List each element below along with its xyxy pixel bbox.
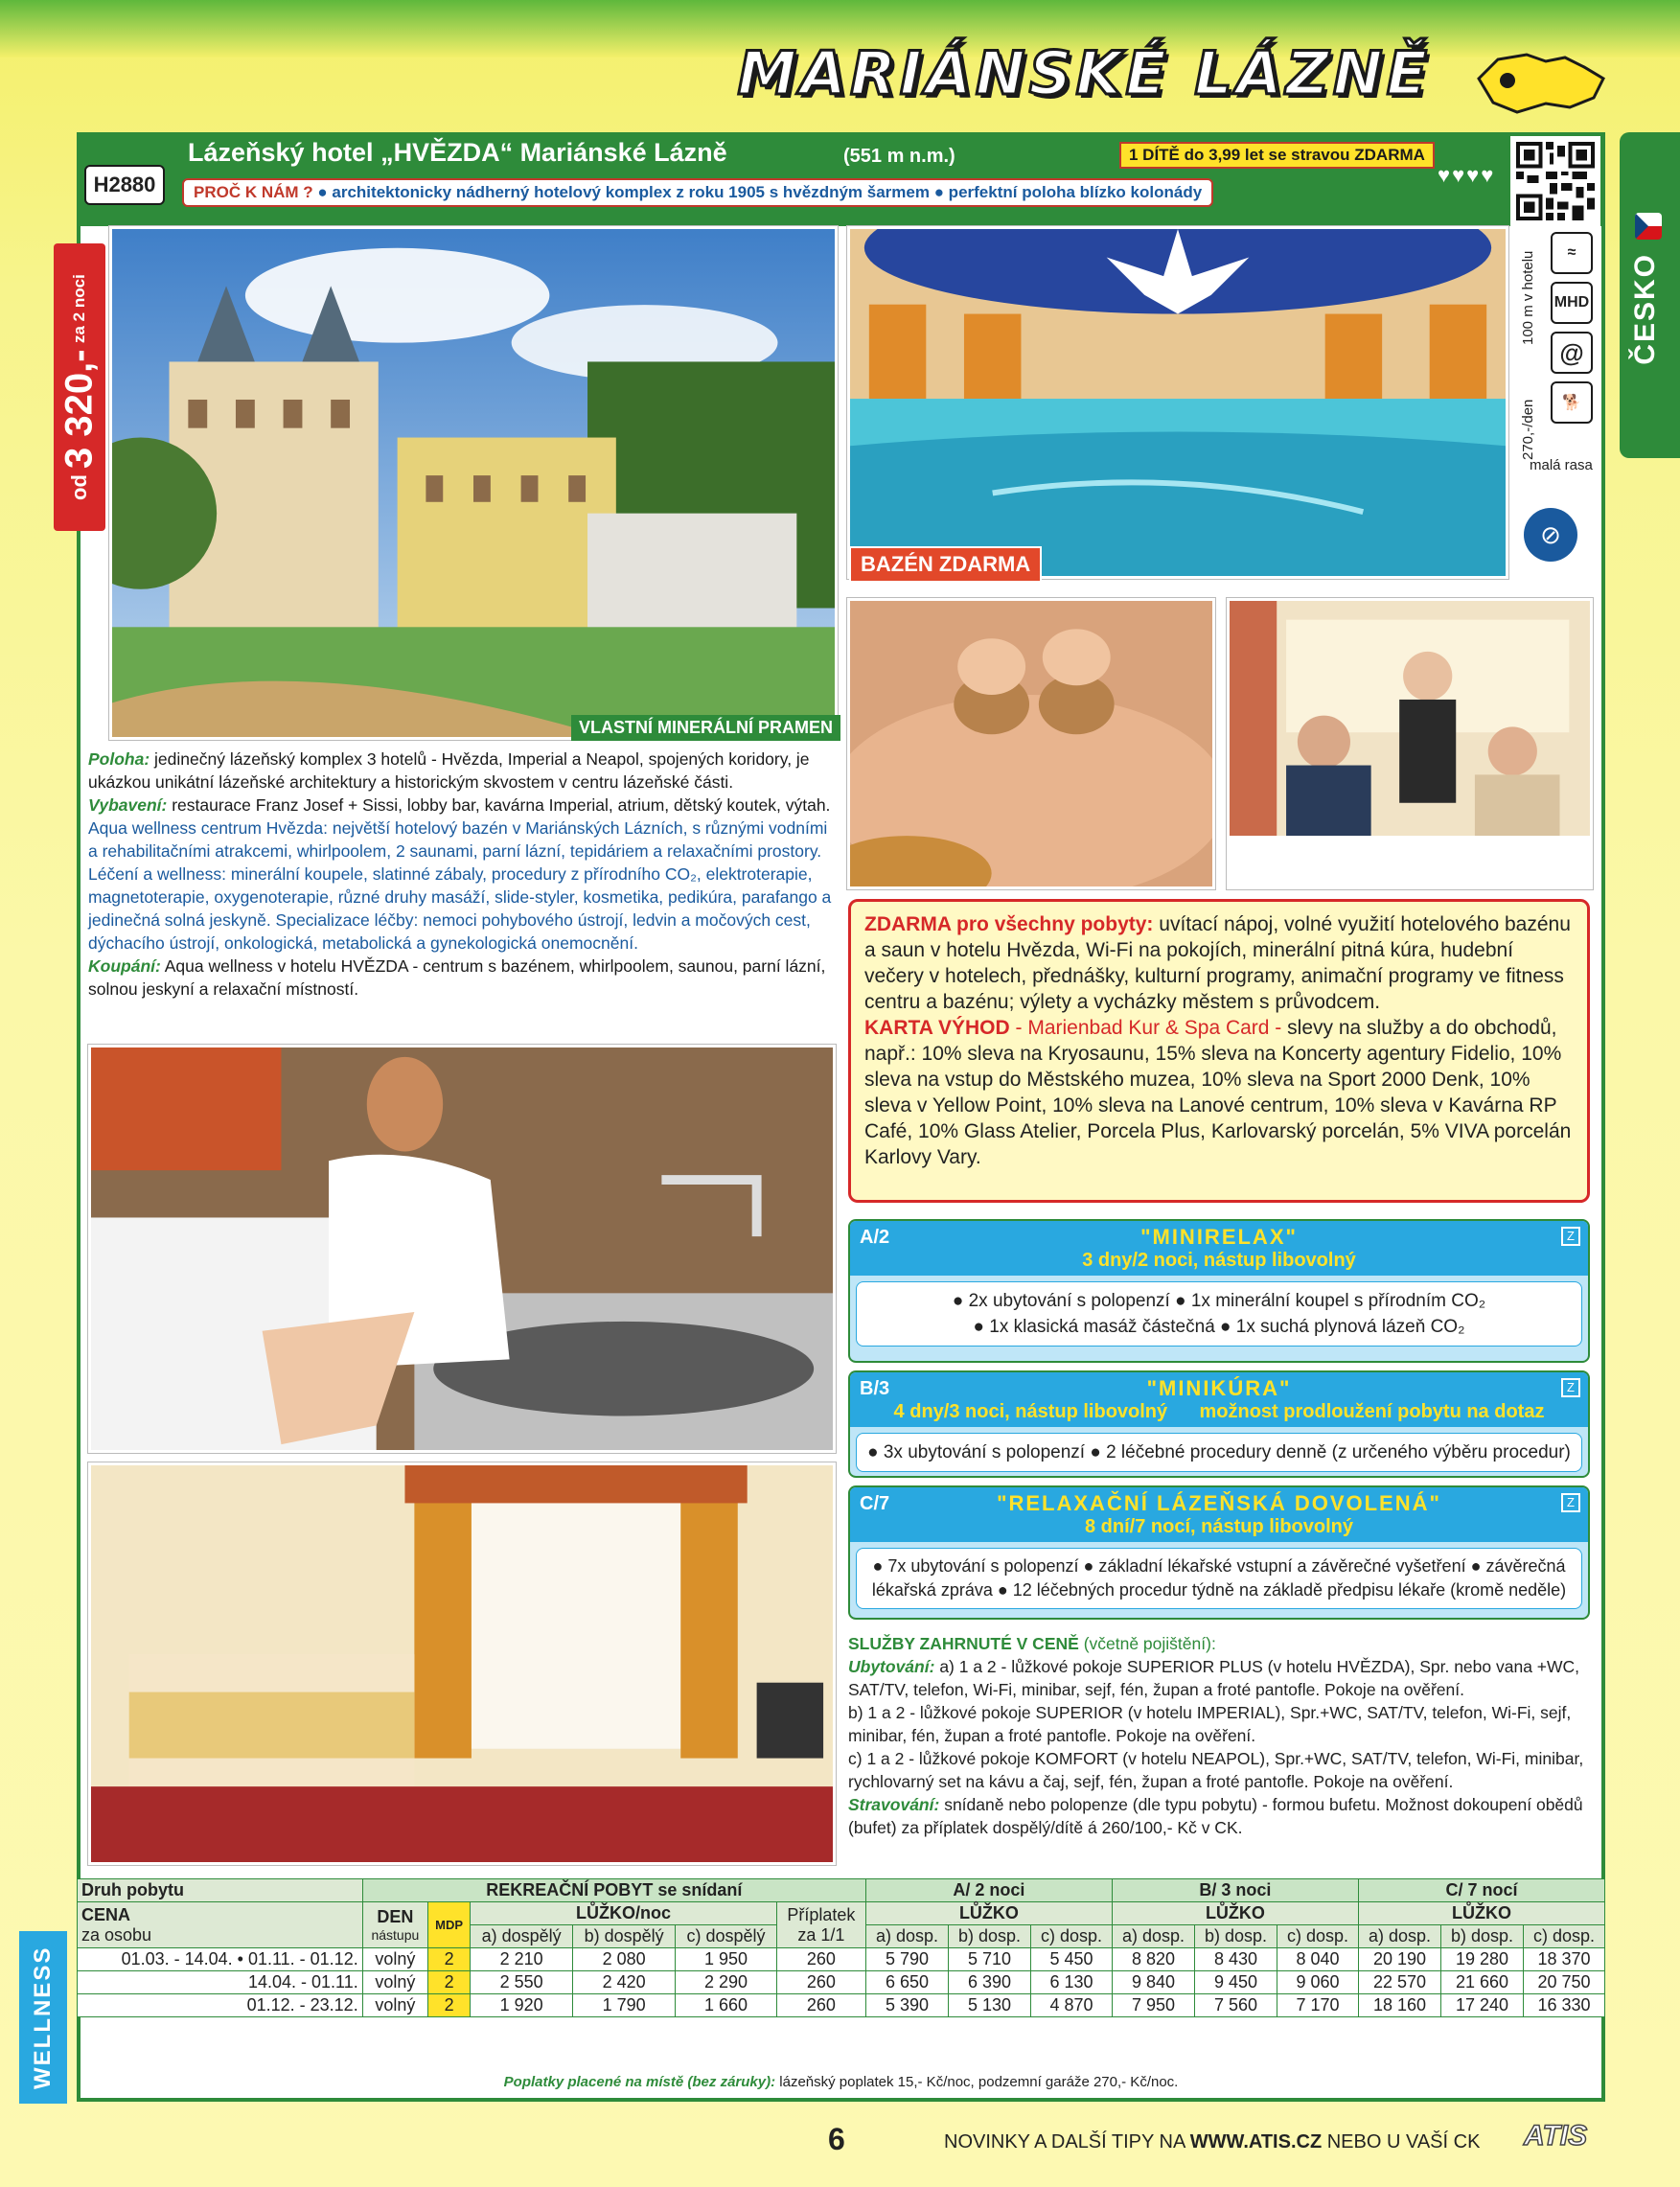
ubytovani-label: Ubytování: [848,1657,935,1676]
col-b: b) dosp. [1441,1925,1524,1948]
distance-info: 100 m v hotelu [1520,250,1536,345]
price-cell: 9 060 [1277,1971,1359,1994]
why-us-text: ● architektonicky nádherný hotelový komplex z roku 1905 s hvězdným šarmem ● perfektní poloha blízko kolonády [317,183,1203,201]
pet-price-info: 270,-/den [1520,399,1536,460]
rating-hearts: ♥♥♥♥ [1438,163,1496,187]
price-cell: 260 [776,1971,865,1994]
col-c7: C/ 7 nocí [1358,1879,1604,1902]
package-duration: 3 dny/2 noci, nástup libovolný [1082,1250,1356,1271]
price-cell: 2 [428,1948,471,1971]
col-luzko: LŮŽKO [1358,1902,1604,1925]
price-cell: 6 390 [949,1971,1031,1994]
card-text: slevy na služby a do obchodů, např.: 10% sleva na Kryosaunu, 15% sleva na Koncerty agentury Fidelio, 10% sleva na vstup do Městského muzea, 10% sleva na Sport 2000 Denk, 10% sleva v Yellow Point, 10% sleva na Lanové centrum, 10% sleva v Kavárna RP Café, 10% Glass Atelier, Porcela Plus, Karlovarský porcelán, 5% VIVA porcelán Karlovy Vary. [864,1017,1572,1168]
services-heading-note: (včetně pojištění): [1083,1634,1216,1653]
package-code: B/3 [860,1378,890,1399]
den-label: DEN [377,1907,414,1926]
price-note: za 2 noci [70,274,88,344]
footer-url[interactable]: WWW.ATIS.CZ [1189,2131,1323,2152]
hotel-description [88,748,836,1001]
price-cell: 2 [428,1971,471,1994]
price-cell: 260 [776,1948,865,1971]
aqua-text: Aqua wellness centrum Hvězda: největší hotelový bazén v Mariánských Lázních, s různými vodními a rehabilitačními atrakcemi, whirlpoolem, 2 saunami, parní lázní, tepidáriem a relaxačními prostory. [88,818,828,861]
col-mdp: MDP [428,1902,471,1948]
dog-icon: 🐕 [1551,381,1593,424]
stravovani-label: Stravování: [848,1795,940,1814]
za11-label: za 1/1 [797,1924,845,1945]
package-code: C/7 [860,1493,890,1514]
price-cell: 9 450 [1195,1971,1277,1994]
package-line: ● 7x ubytování s polopenzí ● základní lékařské vstupní a závěrečné vyšetření ● závěrečná [872,1556,1566,1576]
package-details [856,1548,1582,1609]
package-line: ● 3x ubytování s polopenzí ● 2 léčebné procedury denně (z určeného výběru procedur) [867,1442,1571,1462]
price-row [78,1994,1605,2017]
price-cell: 1 950 [676,1948,777,1971]
col-luzko: LŮŽKO [1112,1902,1358,1925]
price-cell: 5 130 [949,1994,1031,2017]
package-z-badge: Z [1561,1493,1580,1512]
fees-label: Poplatky placené na místě (bez záruky): [503,2074,776,2090]
price-cell: 1 920 [471,1994,573,2017]
leceni-text: Léčení a wellness: minerální koupele, slatinné zábaly, procedury z přírodního CO₂, elektroterapie, magnetoterapie, oxygenoterapie, různé druhy masáží, slide-styler, kosmetika, pedikúra, parafango a jedinečná solná jeskyně. Specializace léčby: nemoci pohybového ústrojí, ledvin a močových cest, dýchacího ústrojí, onkologická, metabolická a gynekologická onemocnění. [88,864,832,953]
price-table [77,1878,1605,2094]
ubytovani-b: b) 1 a 2 - lůžkové pokoje SUPERIOR (v hotelu IMPERIAL), Spr.+WC, SAT/TV, telefon, Wi-Fi, sejf, minibar, fén, župan a froté pantofle. Pokoje na ověření. [848,1703,1572,1745]
package-a2[interactable] [848,1219,1590,1363]
price-cell: 18 160 [1358,1994,1440,2017]
price-cell: 6 130 [1031,1971,1113,1994]
vybaveni-label: Vybavení: [88,795,168,815]
package-header [850,1487,1588,1542]
qr-code[interactable] [1510,136,1600,226]
col-priplatek [776,1902,865,1948]
restaurant-photo [1227,598,1593,889]
price-cell: volný [362,1948,427,1971]
price-row [78,1971,1605,1994]
price-row-date: 01.12. - 23.12. [78,1994,363,2017]
price-cell: 2 550 [471,1971,573,1994]
price-row-date: 01.03. - 14.04. • 01.11. - 01.12. [78,1948,363,1971]
price-cell: 20 750 [1524,1971,1605,1994]
col-c: c) dosp. [1524,1925,1605,1948]
price-cell: 4 870 [1031,1994,1113,2017]
hotel-altitude: (551 m n.m.) [843,146,955,167]
package-header [850,1372,1588,1427]
package-name: "RELAXAČNÍ LÁZEŇSKÁ DOVOLENÁ" [997,1491,1441,1515]
page-title: MARIÁNSKÉ LÁZNĚ [737,38,1431,108]
price-cell: 20 190 [1358,1948,1440,1971]
hotel-exterior-photo [109,226,838,740]
package-line: ● 2x ubytování s polopenzí ● 1x minerální koupel s přírodním CO₂ [952,1291,1486,1311]
bus-icon: MHD [1551,282,1593,324]
price-cell: 7 950 [1112,1994,1194,2017]
col-adult-a: a) dospělý [471,1925,573,1948]
za-osobu-label: za osobu [81,1924,152,1945]
price-cell: 8 040 [1277,1948,1359,1971]
col-b3: B/ 3 noci [1112,1879,1358,1902]
col-druh: Druh pobytu [78,1879,363,1902]
price-cell: 5 790 [865,1948,948,1971]
price-cell: 2 080 [573,1948,676,1971]
price-cell: 9 840 [1112,1971,1194,1994]
price-cell: 16 330 [1524,1994,1605,2017]
footer-post: NEBO U VAŠÍ CK [1326,2131,1481,2152]
price-cell: 7 560 [1195,1994,1277,2017]
spring-caption: VLASTNÍ MINERÁLNÍ PRAMEN [571,715,840,741]
price-cell: 2 [428,1994,471,2017]
package-duration: 8 dní/7 nocí, nástup libovolný [1084,1516,1354,1537]
price-cell: 19 280 [1441,1948,1524,1971]
package-code: A/2 [860,1227,890,1248]
price-cell: 5 450 [1031,1948,1113,1971]
fees-text: lázeňský poplatek 15,- Kč/noc, podzemní garáže 270,- Kč/noc. [779,2074,1179,2090]
col-adult-b: b) dospělý [573,1925,676,1948]
package-z-badge: Z [1561,1227,1580,1246]
price-cell: 5 390 [865,1994,948,2017]
bath-photo [88,1045,836,1453]
price-cell: 22 570 [1358,1971,1440,1994]
col-a: a) dosp. [865,1925,948,1948]
price-badge [54,243,105,531]
col-adult-c: c) dospělý [676,1925,777,1948]
price-cell: 8 430 [1195,1948,1277,1971]
pool-caption: BAZÉN ZDARMA [849,546,1042,583]
price-cell: 260 [776,1994,865,2017]
amenity-icons [1520,232,1597,431]
package-z-badge: Z [1561,1378,1580,1397]
col-a2: A/ 2 noci [865,1879,1112,1902]
czech-map-icon [1469,40,1613,127]
price-cell: 18 370 [1524,1948,1605,1971]
services-heading: SLUŽBY ZAHRNUTÉ V CENĚ [848,1634,1079,1653]
hotel-name: Lázeňský hotel „HVĚZDA“ Mariánské Lázně [188,138,727,167]
price-row [78,1948,1605,1971]
koupani-label: Koupání: [88,956,161,976]
country-label: ČESKO [1629,253,1661,365]
czech-flag-icon [1635,213,1662,240]
price-cell: 8 820 [1112,1948,1194,1971]
footer-text [944,2131,1480,2153]
package-c7[interactable] [848,1485,1590,1620]
col-c: c) dosp. [1031,1925,1113,1948]
stravovani-text: snídaně nebo polopenze (dle typu pobytu) - formou bufetu. Možnost dokoupení obědů (bufet) za příplatek dospělý/dítě á 260/100,- Kč v CK. [848,1795,1583,1837]
col-a: a) dosp. [1112,1925,1194,1948]
package-header [850,1221,1588,1276]
price-cell: 7 170 [1277,1994,1359,2017]
col-a: a) dosp. [1358,1925,1440,1948]
included-services [848,1632,1590,1839]
priplatek-label: Příplatek [787,1904,856,1924]
ubytovani-c: c) 1 a 2 - lůžkové pokoje KOMFORT (v hotelu NEAPOL), Spr.+WC, SAT/TV, telefon, Wi-Fi, minibar, rychlovarný set na kávu a čaj, sejf, fén, župan a froté pantofle. Pokoje na ověření. [848,1749,1584,1791]
col-luzko: LŮŽKO [865,1902,1112,1925]
free-text: uvítací nápoj, volné využití hotelového bazénu a saun v hotelu Hvězda, Wi-Fi na pokojích, minerální pitná kúra, hudební večery v hotelech, přednášky, kulturní programy, animační programy ve fitness centru a bazénu; výlety a vycházky městem s průvodcem. [864,913,1571,1013]
col-b: b) dosp. [949,1925,1031,1948]
price-amount: 3 320,- [58,349,101,469]
koupani-text: Aqua wellness v hotelu HVĚZDA - centrum s bazénem, whirlpoolem, saunou, parní lázní, solnou jeskyní a relaxační místností. [88,956,826,999]
free-label: ZDARMA pro všechny pobyty: [864,913,1154,935]
pool-photo [847,226,1508,579]
why-us-label: PROČ K NÁM ? [194,183,313,201]
col-cena [78,1902,363,1948]
small-breed-note: malá rasa [1530,457,1593,473]
package-name: "MINIKÚRA" [1146,1376,1292,1400]
ubytovani-a: a) 1 a 2 - lůžkové pokoje SUPERIOR PLUS (v hotelu HVĚZDA), Spr. nebo vana +WC, SAT/TV, telefon, Wi-Fi, minibar, sejf, fén, župan a froté pantofle. Pokoje na ověření. [848,1657,1580,1699]
child-free-badge: 1 DÍTĚ do 3,99 let se stravou ZDARMA [1119,142,1435,169]
nastupu-label: nástupu [371,1927,420,1943]
offer-code: H2880 [84,165,165,205]
local-fees [77,2074,1605,2090]
page-number: 6 [828,2122,845,2156]
price-cell: 2 420 [573,1971,676,1994]
pool-icon: ≈ [1551,232,1593,274]
card-label: KARTA VÝHOD [864,1017,1010,1039]
package-b3[interactable] [848,1370,1590,1478]
wifi-at-icon: @ [1551,332,1593,374]
poloha-label: Poloha: [88,749,150,769]
atis-logo: ATIS [1524,2120,1588,2152]
package-line: ● 1x klasická masáž částečná ● 1x suchá plynová lázeň CO₂ [973,1317,1465,1337]
price-cell: 21 660 [1441,1971,1524,1994]
price-cell: 2 210 [471,1948,573,1971]
price-cell: volný [362,1994,427,2017]
package-name: "MINIRELAX" [1140,1225,1298,1249]
price-row-date: 14.04. - 01.11. [78,1971,363,1994]
col-luzko-noc: LŮŽKO/noc [471,1902,777,1925]
footer-pre: NOVINKY A DALŠÍ TIPY NA [944,2131,1185,2152]
poloha-text: jedinečný lázeňský komplex 3 hotelů - Hvězda, Imperial a Neapol, spojených koridory, je ukázkou unikátní lázeňské architektury a historickým skvostem v centru lázeňské části. [88,749,810,792]
price-cell: volný [362,1971,427,1994]
package-line: lékařská zpráva ● 12 léčebných procedur týdně na základě předpisu lékaře (kromě neděle) [871,1580,1567,1600]
wellness-tab: WELLNESS [19,1931,67,2104]
price-cell: 17 240 [1441,1994,1524,2017]
price-cell: 5 710 [949,1948,1031,1971]
price-cell: 6 650 [865,1971,948,1994]
price-cell: 2 290 [676,1971,777,1994]
gluten-free-icon: ⊘ [1524,508,1577,562]
free-services-box [848,899,1590,1203]
price-cell: 1 660 [676,1994,777,2017]
package-details [856,1281,1582,1347]
price-cell: 1 790 [573,1994,676,2017]
package-details [856,1433,1582,1472]
card-name: - Marienbad Kur & Spa Card - [1015,1017,1282,1039]
massage-photo [847,598,1215,889]
cena-label: CENA [81,1904,131,1924]
room-photo [88,1462,836,1865]
vybaveni-text: restaurace Franz Josef + Sissi, lobby bar, kavárna Imperial, atrium, dětský koutek, výtah. [172,795,831,815]
col-c: c) dosp. [1277,1925,1359,1948]
why-us-bar [182,178,1213,207]
col-rekreacni: REKREAČNÍ POBYT se snídaní [362,1879,865,1902]
price-prefix: od [67,473,91,500]
package-duration: 4 dny/3 noci, nástup libovolný možnost prodloužení pobytu na dotaz [893,1401,1545,1422]
col-b: b) dosp. [1195,1925,1277,1948]
col-den [362,1902,427,1948]
